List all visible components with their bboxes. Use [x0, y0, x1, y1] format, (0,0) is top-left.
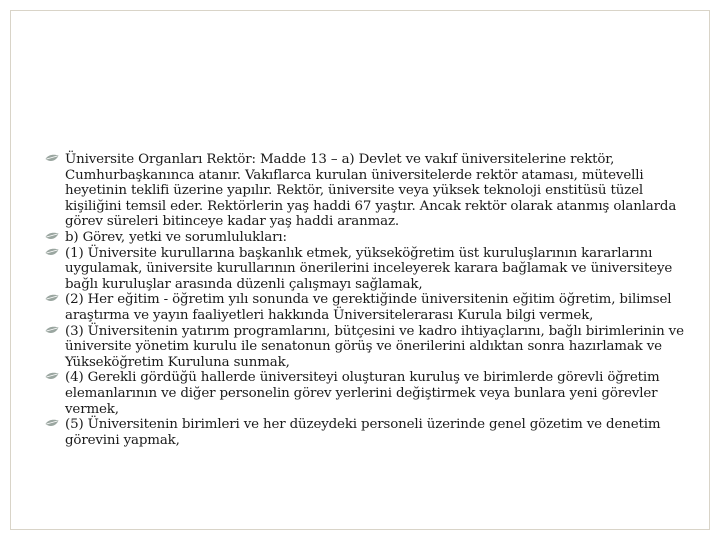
- leaf-bullet-icon: [44, 325, 60, 337]
- leaf-bullet-icon: [44, 293, 60, 305]
- bullet-text: (2) Her eğitim - öğretim yılı sonunda ve gerektiğinde üniversitenin eğitim öğretim, bilimsel araştırma ve yayın faaliyetleri hakkında Üniversitelerarası Kurula bilgi vermek,: [65, 292, 672, 323]
- bullet-list: [44, 152, 684, 448]
- bullet-text: Üniversite Organları Rektör: Madde 13 – a) Devlet ve vakıf üniversitelerine rektör, Cumhurbaşkanınca atanır. Vakıflarca kurulan üniversitelerde rektör ataması, mütevelli heyetinin teklifi üzerine yapılır. Rektör, üniversite veya yüksek teknoloji enstitüsü tüzel kişiliğini temsil eder. Rektörlerin yaş haddi 67 yaştır. Ancak rektör olarak atanmış olanlarda görev süreleri bitinceye kadar yaş haddi aranmaz.: [65, 152, 677, 230]
- leaf-bullet-icon: [44, 247, 60, 259]
- bullet-item: [44, 417, 684, 448]
- bullet-item: [44, 324, 684, 371]
- leaf-bullet-icon: [44, 153, 60, 165]
- bullet-text: (3) Üniversitenin yatırım programlarını, bütçesini ve kadro ihtiyaçlarını, bağlı birimlerinin ve üniversite yönetim kurulu ile senatonun görüş ve önerilerini aldıktan sonra hazırlamak ve Yükseköğretim Kuruluna sunmak,: [65, 323, 684, 370]
- bullet-item: [44, 370, 684, 417]
- bullet-text: (4) Gerekli gördüğü hallerde üniversiteyi oluşturan kuruluş ve birimlerde görevli öğretim elemanlarının ve diğer personelin görev yerlerini değiştirmek veya bunlara yeni görevler vermek,: [65, 370, 660, 417]
- leaf-bullet-icon: [44, 371, 60, 383]
- bullet-text: b) Görev, yetki ve sorumlulukları:: [65, 229, 287, 245]
- bullet-text: (1) Üniversite kurullarına başkanlık etmek, yükseköğretim üst kuruluşlarının kararlarını uygulamak, üniversite kurullarının önerilerini inceleyerek karara bağlamak ve üniversiteye bağlı kuruluşlar arasında düzenli çalışmayı sağlamak,: [65, 245, 673, 292]
- leaf-bullet-icon: [44, 418, 60, 430]
- bullet-item: [44, 246, 684, 293]
- leaf-bullet-icon: [44, 231, 60, 243]
- bullet-item: [44, 292, 684, 323]
- bullet-item: [44, 230, 684, 246]
- bullet-item: [44, 152, 684, 230]
- bullet-text: (5) Üniversitenin birimleri ve her düzeydeki personeli üzerinde genel gözetim ve denetim görevini yapmak,: [65, 417, 661, 448]
